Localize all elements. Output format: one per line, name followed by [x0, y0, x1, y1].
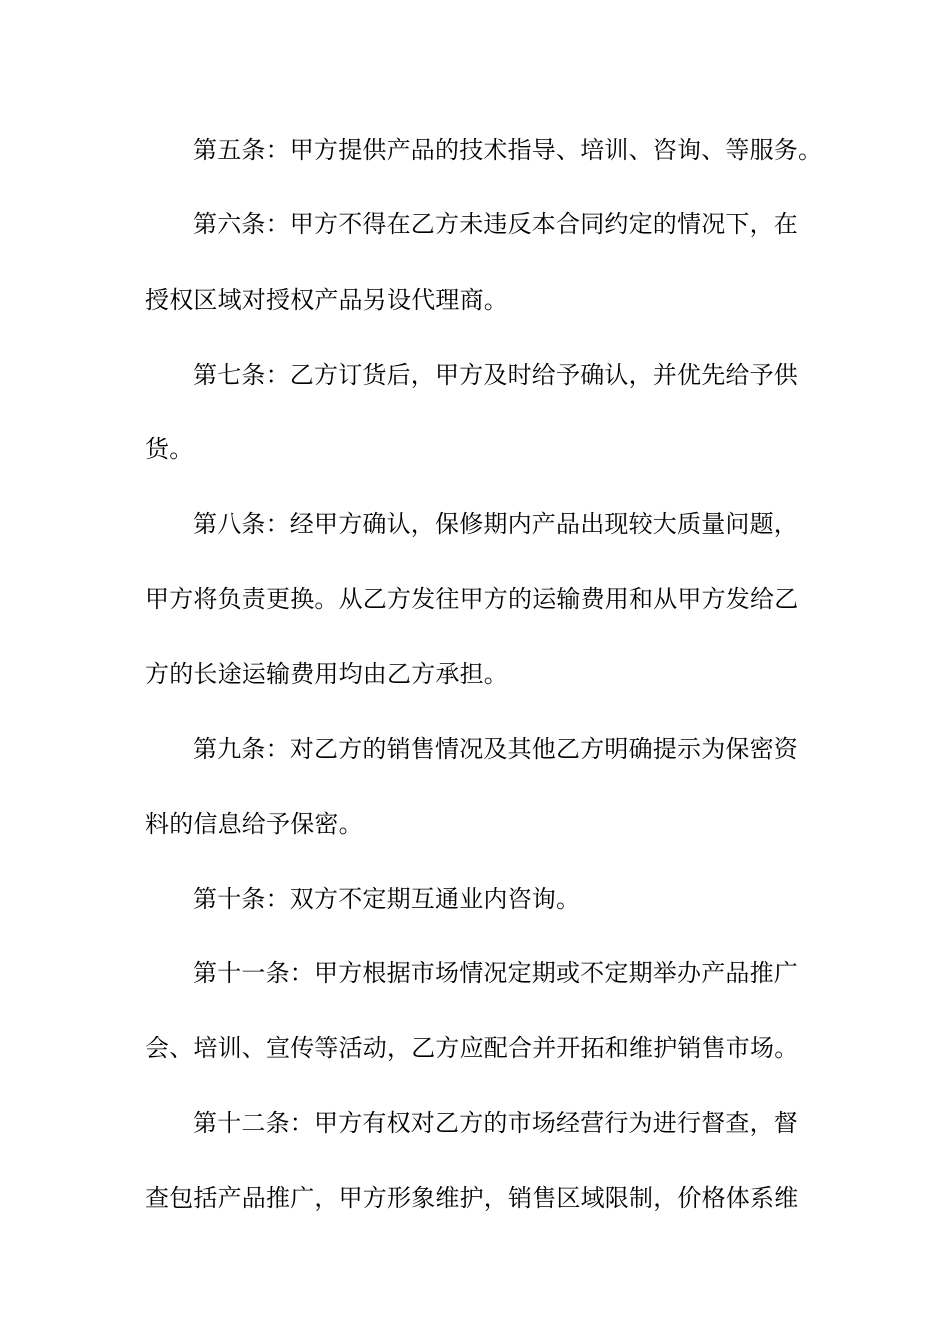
clause-11-line-2: 会、培训、宣传等活动，乙方应配合并开拓和维护销售市场。	[145, 1034, 799, 1062]
clause-8-line-3: 方的长途运输费用均由乙方承担。	[145, 660, 508, 688]
clause-8-line-1: 第八条：经甲方确认，保修期内产品出现较大质量问题，	[193, 510, 798, 538]
clause-8-line-2: 甲方将负责更换。从乙方发往甲方的运输费用和从甲方发给乙	[145, 585, 799, 613]
clause-7-line-2: 货。	[145, 435, 194, 463]
clause-6-line-1: 第六条：甲方不得在乙方未违反本合同约定的情况下，在	[193, 210, 798, 238]
clause-6-line-2: 授权区域对授权产品另设代理商。	[145, 286, 508, 314]
clause-7-line-1: 第七条：乙方订货后，甲方及时给予确认，并优先给予供	[193, 361, 798, 389]
clause-12-line-1: 第十二条：甲方有权对乙方的市场经营行为进行督查，督	[193, 1109, 798, 1137]
clause-9-line-2: 料的信息给予保密。	[145, 810, 363, 838]
clause-11-line-1: 第十一条：甲方根据市场情况定期或不定期举办产品推广	[193, 959, 798, 987]
clause-10-line-1: 第十条：双方不定期互通业内咨询。	[193, 885, 581, 913]
clause-5-line-1: 第五条：甲方提供产品的技术指导、培训、咨询、等服务。	[193, 136, 823, 164]
clause-9-line-1: 第九条：对乙方的销售情况及其他乙方明确提示为保密资	[193, 735, 798, 763]
clause-12-line-2: 查包括产品推广，甲方形象维护，销售区域限制，价格体系维	[145, 1184, 799, 1212]
